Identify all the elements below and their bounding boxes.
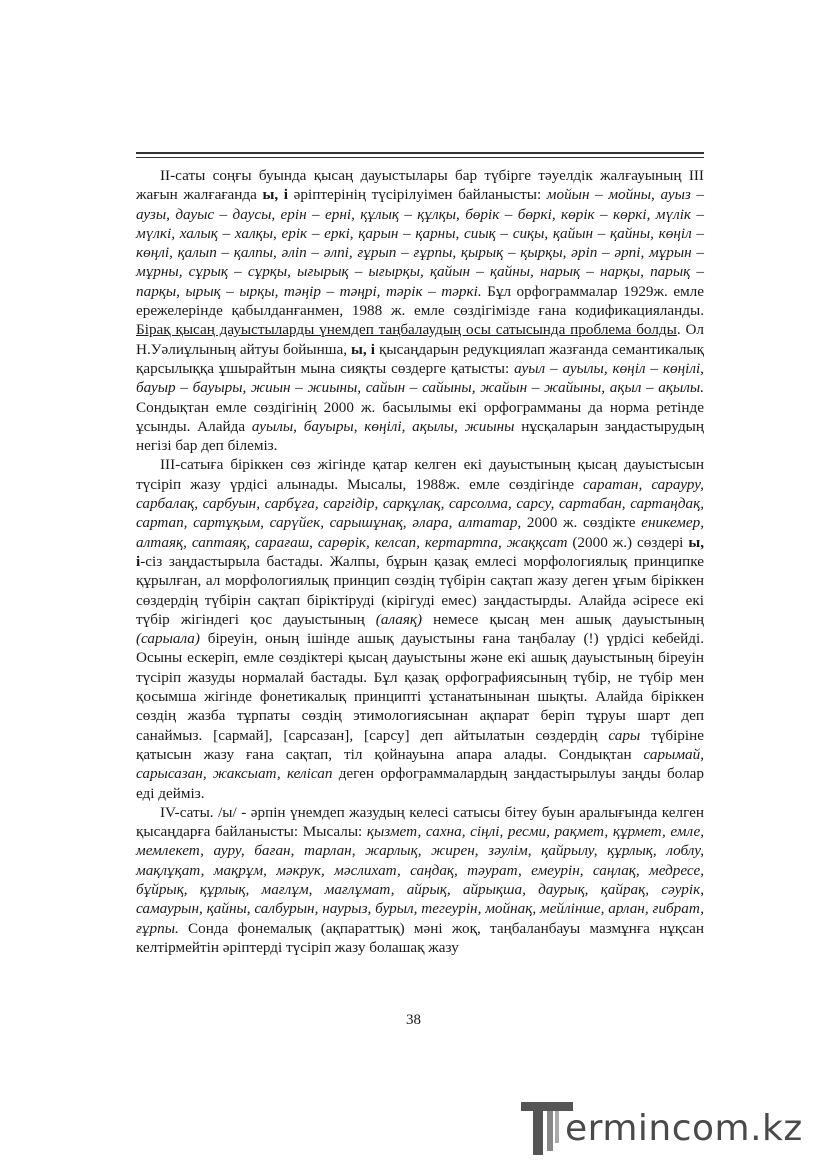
page-number: 38	[406, 1012, 421, 1028]
termincom-logo	[519, 1098, 809, 1156]
paragraph-stage-3: III-сатыға біріккен сөз жігінде қатар келген екі дауыстының қысаң дауыстысын түсіріп жазу үрдісі алынады. Мысалы, 1988ж. емле сөздігінде саратан, сарауру, сарбалақ, сарбуын, сарбұға, саргідір, сарқұлақ, сарсолма, сарсу, сартабан, сартаңдақ, сартап, сартұқым, сарүйек, сарышұнақ, әлара, алтатар, 2000 ж. сөздікте еникемер, алтаяқ, саптаяқ, сарағаш, сарөрік, келсап, кертартпа, жаққсат (2000 ж.) сөздері ы, і-сіз заңдастырыла бастады. Жалпы, бұрын қазақ емлесі морфологиялық принципке құрылған, ал морфологиялық принцип сөздің түбірін сақтап жазу деген ұғым біріккен сөздердің түбірін сақтап біріктіруді (кірігуді емес) заңдастырды. Алайда әсіресе екі түбір жігіндегі қос дауыстының (алаяқ) немесе қысаң мен ашық дауыстының (сарыала) біреуін, оның ішінде ашық дауыстыны ғана таңбалау (!) үрдісі кебейді. Осыны ескеріп, емле сөздіктері қысаң дауыстыны және екі ашық дауыстының біреуін түсіріп жазуды нормалай бастады. Бұл қазақ орфографиясының түбір, не түбір мен қосымша жігінде фонетикалық принципті ұстанатынынан шықты. Алайда біріккен сөздің жазба тұрпаты сөздің этимологиясынан ақпарат беріп тұруы шарт деп санаймыз. [сармай], [сарсазан], [сарсу] деп айтылатын сөздердің сары түбіріне қатысын жазу ғана сақтап, тіл қойнауына апара алады. Сондықтан сарымай, сарысазан, жаксыат, келісап деген орфограммалардың заңдастырылуы заңды болар еді деймiз.	[136, 456, 705, 802]
page-body	[136, 166, 704, 957]
underlined-statement: Бірақ қысаң дауыстыларды үнемдеп таңбалаудың осы сатысында проблема болды	[136, 321, 677, 339]
top-rule-thin	[136, 157, 704, 158]
top-rule-thick	[136, 152, 704, 154]
paragraph-stage-2: II-саты соңғы буында қысаң дауыстылары бар түбірге тәуелдік жалғауының III жағын жалғағанда ы, і әріптерінің түсірілуімен байланысты: мойын – мойны, ауыз – аузы, дауыс – даусы, ерін – ерні, құлық – құлқы, бөрік – бөркі, көрік – көркі, мүлік – мүлкі, халық – халқы, ерік – еркі, қарын – қарны, сиық – сиқы, қайын – қайны, көңіл – көңлі, қалып – қалпы, әліп – әлпі, ғұрып – ғұрпы, қырық – қырқы, әріп – әрпі, мұрын – мұрны, сұрық – сұрқы, ығырық – ығырқы, қайын – қайны, нарық – нарқы, парық – парқы, ырық – ырқы, тәңір – тәңрі, тәрік – тәркі. Бұл орфограммалар 1929ж. емле ережелерінде қабылданғанмен, 1988 ж. емле сөздігімізде ғана кодификацияланды. Бірақ қысаң дауыстыларды үнемдеп таңбалаудың осы сатысында проблема болды. Ол Н.Уәлиұлының айтуы бойынша, ы, і қысаңдарын редукциялап жазғанда семантикалық қарсылыққа ұшырайтын мына сияқты сөздерге қатысты: ауыл – ауылы, көңіл – көңілі, бауыр – бауыры, жиын – жиыны, сайын – сайыны, жайын – жайыны, ақыл – ақылы. Сондықтан емле сөздігінің 2000 ж. басылымы екі орфограмманы да норма ретінде ұсынды. Алайда ауылы, бауыры, көңілі, ақылы, жиыны нұсқаларын заңдастырудың негізі бар деп білеміз.	[136, 167, 705, 455]
logo-wordmark: ermincom.kz	[565, 1108, 803, 1149]
paragraph-stage-4: IV-саты. /ы/ - әрпін үнемдеп жазудың келесі сатысы бітеу буын аралығында келген қысаңдарға байланысты: Мысалы: қызмет, сахна, сіңлі, ресми, рақмет, құрмет, емле, мемлекет, ауру, баған, тарлан, жарлық, жирен, зәулім, қайрылу, құрлық, лоблу, мақлұқат, мақрұм, мәкрук, мәслихат, саңдақ, тәурат, емеурін, саңлақ, медресе, бұйрық, құрлық, мағлұм, мағлұмат, айрық, айрықша, даурық, қайрақ, сәурік, самаурын, қайны, салбурын, наурыз, бурыл, тегеурін, мойнақ, мейлінше, арлан, ғибрат, ғұрпы. Сонда фонемалық (ақпараттық) мәні жоқ, таңбаланбауы мазмұнға нұқсан келтірмейтін әріптерді түсіріп жазу болашақ жазу	[136, 803, 704, 956]
